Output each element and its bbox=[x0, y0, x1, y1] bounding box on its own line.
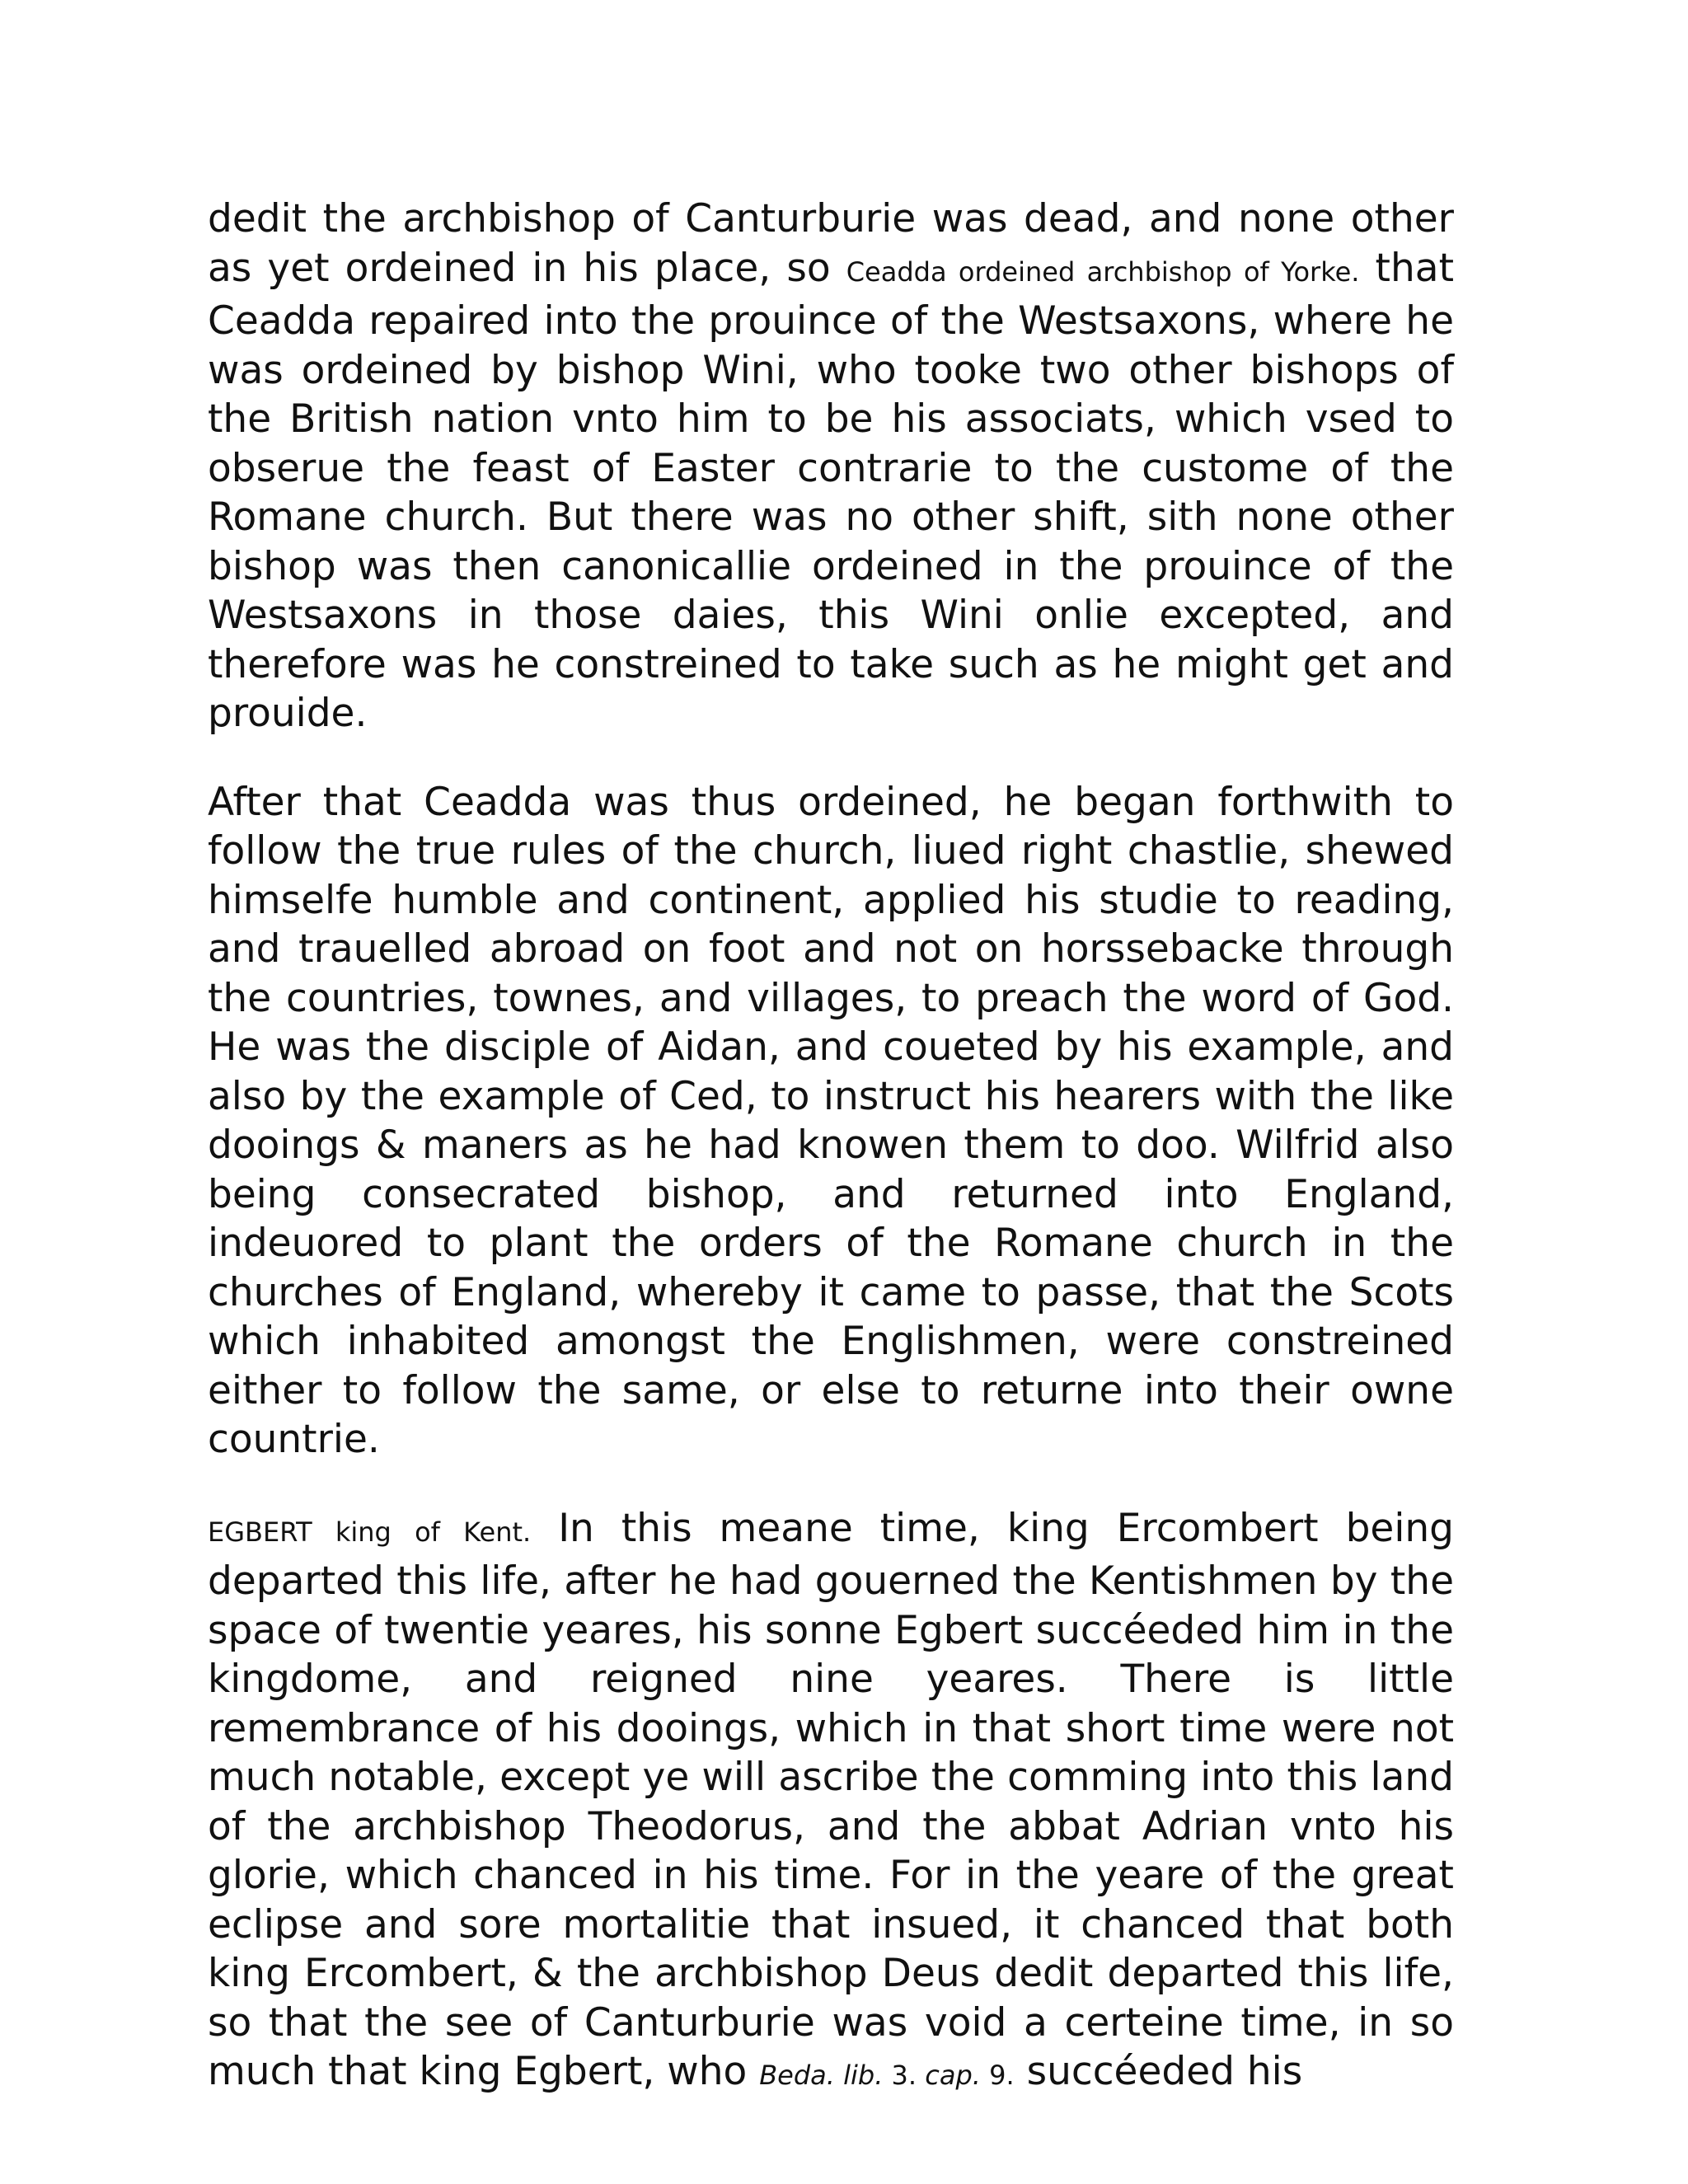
citation-note: 9. bbox=[980, 2060, 1015, 2091]
text-run: succéeded his bbox=[1014, 2049, 1303, 2094]
paragraph-1 bbox=[208, 194, 1454, 738]
document-page bbox=[208, 194, 1454, 2140]
text-run: After that Ceadda was thus ordeined, he began forthwith to follow the true rules of the church, liued right chastlie, shewed himselfe humble and continent, applied his studie to reading, and trauelled abroad on foot and not on horssebacke through the countries, townes, and villages, to preach the word of God. He was the disciple of Aidan, and coueted by his example, and also by the example of Ced, to instruct his hearers with the like dooings & maners as he had knowen them to doo. Wilfrid also being consecrated bishop, and returned into England, indeuored to plant the orders of the Romane church in the churches of England, whereby it came to passe, that the Scots which inhabited amongst the Englishmen, were constreined either to follow the same, or else to returne into their owne countrie. bbox=[208, 779, 1454, 1462]
text-run: In this meane time, king Ercombert being departed this life, after he had gouerned the Kentishmen by the space of twentie yeares, his sonne Egbert succéeded him in the kingdome, and reigned nine yeares. There is little remembrance of his dooings, which in that short time were not much notable, except ye will ascribe the comming into this land of the archbishop Theodorus, and the abbat Adrian vnto his glorie, which chanced in his time. For in the yeare of the great eclipse and sore mortalitie that insued, it chanced that both king Ercombert, & the archbishop Deus dedit departed this life, so that the see of Canturburie was void a certeine time, in so much that king Egbert, who bbox=[208, 1505, 1454, 2094]
citation-note: cap. bbox=[925, 2060, 981, 2091]
margin-note: Ceadda ordeined archbishop of Yorke. bbox=[846, 255, 1360, 288]
text-run: that Ceadda repaired into the prouince of the Westsaxons, where he was ordeined by bishop Wini, who tooke two other bishops of the British nation vnto him to be his associats, which vsed to obserue the feast of Easter contrarie to the custome of the Romane church. But there was no other shift, sith none other bishop was then canonicallie ordeined in the prouince of the Westsaxons in those daies, this Wini onlie excepted, and therefore was he constreined to take such as he might get and prouide. bbox=[208, 245, 1455, 736]
citation-note: 3. bbox=[883, 2060, 926, 2091]
citation-note: Beda. lib. bbox=[759, 2060, 884, 2091]
margin-note: EGBERT king of Kent. bbox=[208, 1516, 532, 1548]
text-run: dedit the archbishop of Canturburie was dead, and none other as yet ordeined in his place, so bbox=[208, 196, 1454, 291]
paragraph-2 bbox=[208, 778, 1454, 1465]
paragraph-3 bbox=[208, 1504, 1454, 2101]
